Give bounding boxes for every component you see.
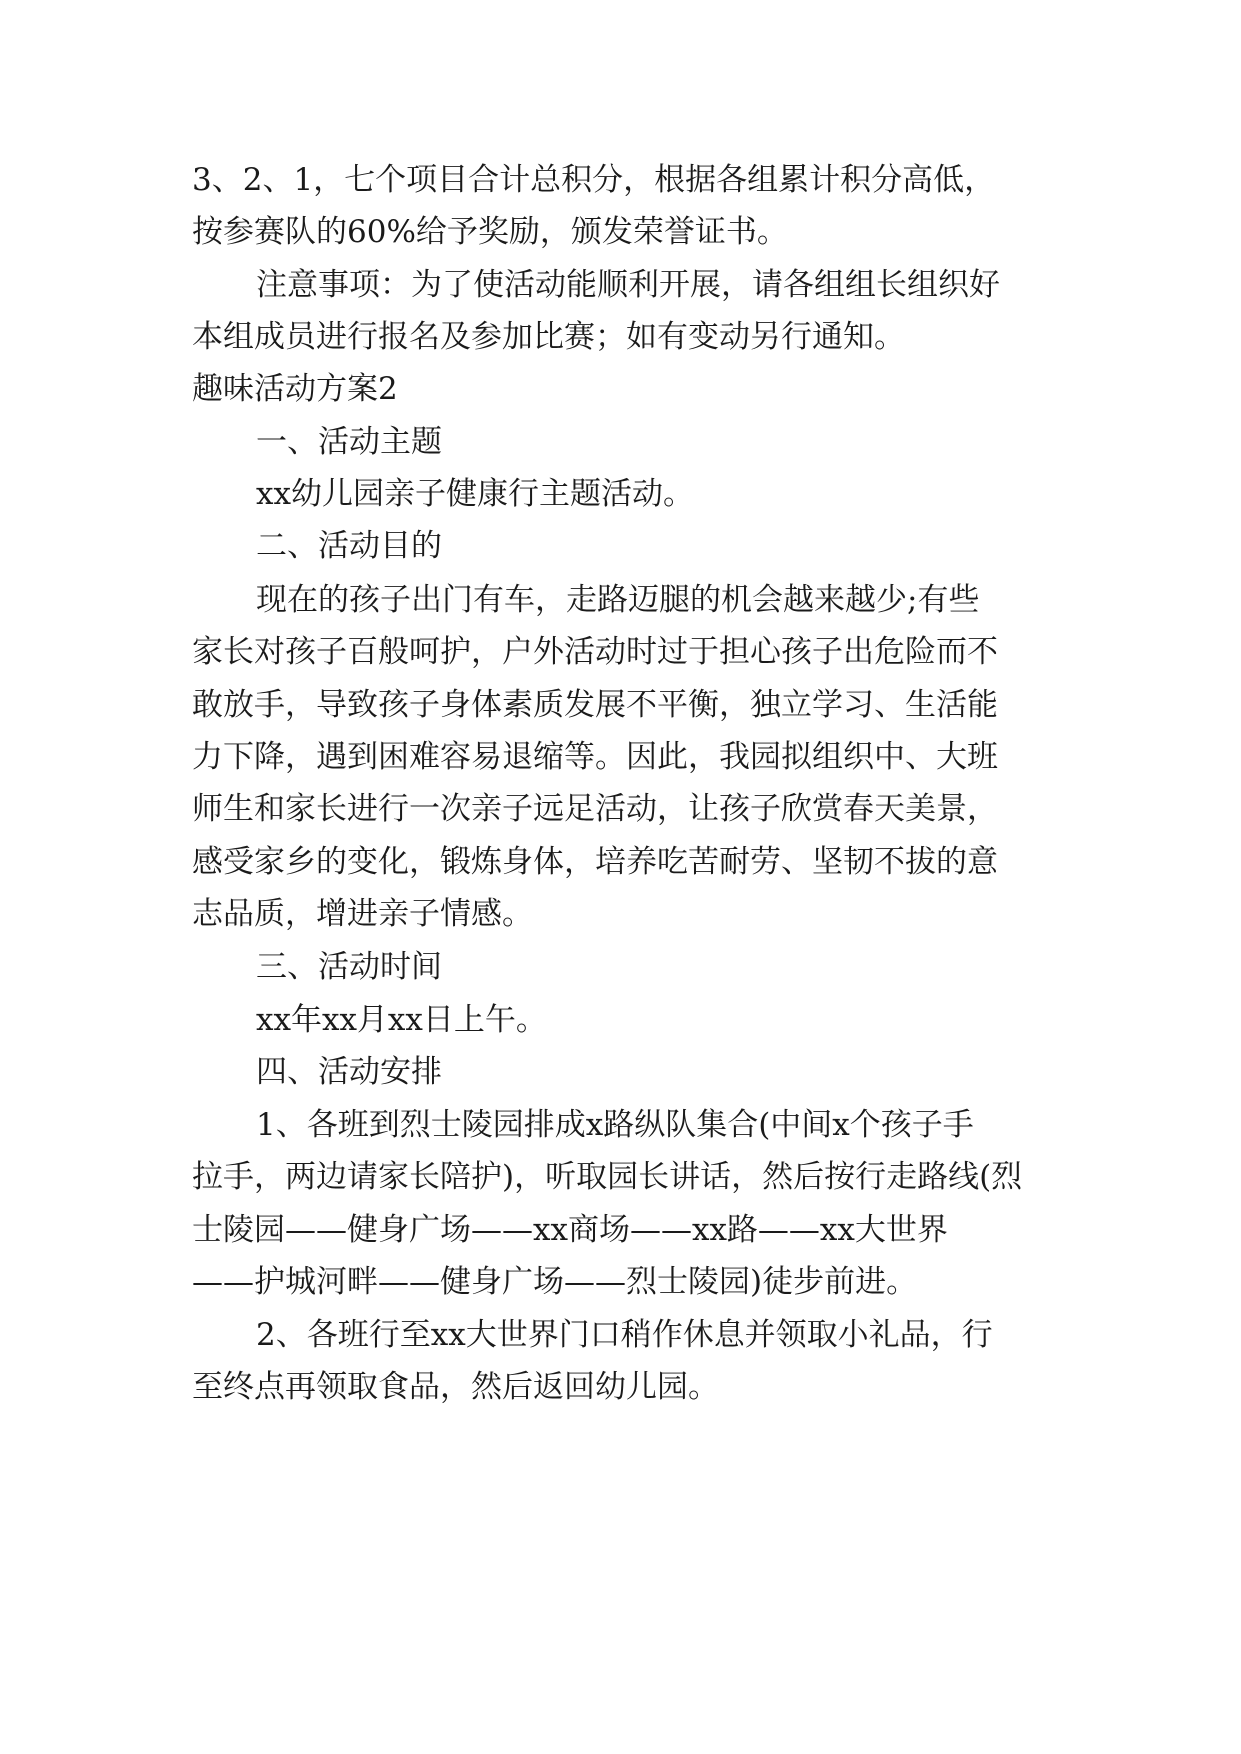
text-line: 注意事项：为了使活动能顺利开展，请各组组长组织好	[256, 267, 1000, 303]
text-line: 现在的孩子出门有车，走路迈腿的机会越来越少;有些	[256, 582, 980, 618]
text-line: 力下降，遇到困难容易退缩等。因此，我园拟组织中、大班	[192, 739, 998, 775]
heading-purpose: 二、活动目的	[256, 528, 442, 564]
section-title: 趣味活动方案2	[192, 371, 398, 407]
heading-theme: 一、活动主题	[256, 424, 442, 460]
heading-arrangement: 四、活动安排	[256, 1054, 442, 1090]
text-line: 拉手，两边请家长陪护)，听取园长讲话，然后按行走路线(烈	[192, 1159, 1023, 1195]
heading-time: 三、活动时间	[256, 949, 442, 985]
text-line: 志品质，增进亲子情感。	[192, 896, 533, 932]
text-line: 3、2、1，七个项目合计总积分，根据各组累计积分高低，	[192, 162, 996, 198]
text-line: 家长对孩子百般呵护，户外活动时过于担心孩子出危险而不	[192, 634, 998, 670]
text-line: xx幼儿园亲子健康行主题活动。	[256, 476, 694, 512]
text-line: 师生和家长进行一次亲子远足活动，让孩子欣赏春天美景，	[192, 791, 998, 827]
text-line: 2、各班行至xx大世界门口稍作休息并领取小礼品，行	[256, 1317, 993, 1353]
text-line: xx年xx月xx日上午。	[256, 1002, 547, 1038]
text-line: 按参赛队的60%给予奖励，颁发荣誉证书。	[192, 214, 788, 250]
text-line: 士陵园——健身广场——xx商场——xx路——xx大世界	[192, 1212, 948, 1248]
text-line: ——护城河畔——健身广场——烈士陵园)徒步前进。	[192, 1264, 918, 1300]
text-line: 敢放手，导致孩子身体素质发展不平衡，独立学习、生活能	[192, 687, 998, 723]
text-line: 1、各班到烈士陵园排成x路纵队集合(中间x个孩子手	[256, 1107, 974, 1143]
text-line: 感受家乡的变化，锻炼身体，培养吃苦耐劳、坚韧不拔的意	[192, 844, 998, 880]
text-line: 本组成员进行报名及参加比赛；如有变动另行通知。	[192, 319, 905, 355]
text-line: 至终点再领取食品，然后返回幼儿园。	[192, 1369, 719, 1405]
